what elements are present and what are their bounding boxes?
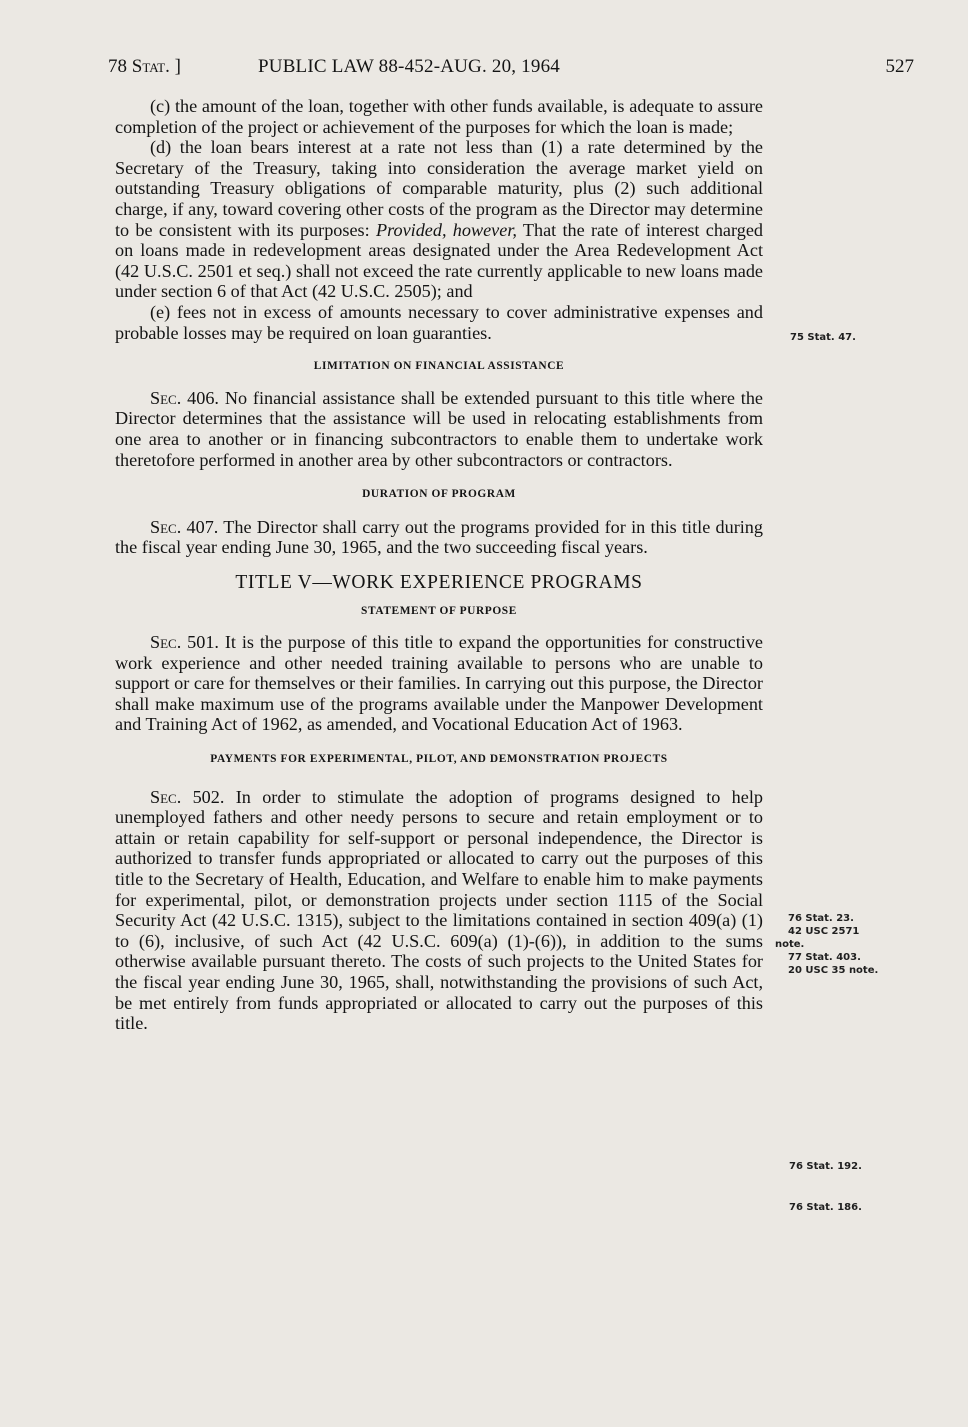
section-407-text: The Director shall carry out the programs provided for in this title during the fiscal year ending June 30, 1965, and the two succeeding fiscal years. <box>115 516 763 558</box>
margin-note-line: 77 Stat. 403. <box>788 952 861 963</box>
paragraph-e: (e) fees not in excess of amounts necessary to cover administrative expenses and probable losses may be required on loan guaranties. <box>115 301 763 343</box>
margin-note-line: 76 Stat. 23. <box>788 913 854 924</box>
title-v: TITLE V—WORK EXPERIENCE PROGRAMS <box>235 571 643 593</box>
section-406-text: No financial assistance shall be extended pursuant to this title where the Director determines that the assistance will be used in relocating establishments from one area to another or in financing subcontractors to enable them to undertake work theretofore performed in another area by other subcontractors or contractors. <box>115 387 763 470</box>
margin-note-75-stat-47: 75 Stat. 47. <box>790 332 856 343</box>
paragraph-d-part2: That the rate of interest charged on loans made in redevelopment areas designated under the Area Redevelopment Act (42 U.S.C. 2501 et seq.) shall not exceed the rate currently applicable to new loans made under section 6 of that Act (42 U.S.C. 2505); and <box>115 219 763 302</box>
paragraph-c: (c) the amount of the loan, together with other funds available, is adequate to assure completion of the project or achievement of the purposes for which the loan is made; <box>115 96 763 137</box>
section-502-label: Sec. 502. <box>150 786 225 807</box>
margin-note-citations <box>775 912 879 977</box>
header-volume: 78 Stat. ] <box>108 56 181 77</box>
page-body <box>115 96 763 1034</box>
margin-note-76-stat-186: 76 Stat. 186. <box>789 1202 862 1213</box>
heading-limitation: LIMITATION ON FINANCIAL ASSISTANCE <box>313 360 565 373</box>
page-header <box>108 56 914 84</box>
section-406 <box>115 388 763 470</box>
section-407 <box>115 517 763 558</box>
header-page-number: 527 <box>885 56 914 77</box>
heading-statement: STATEMENT OF PURPOSE <box>361 605 517 618</box>
section-502-text: In order to stimulate the adoption of programs designed to help unemployed fathers and other needy persons to secure and retain employment or to attain or retain capability for self-support or personal independence, the Director is authorized to transfer funds appropriated or allocated to carry out the purposes of this title to the Secretary of Health, Education, and Welfare to enable him to make payments for experimental, pilot, or demonstration projects under section 1115 of the Social Security Act (42 U.S.C. 1315), subject to the limitations contained in section 409(a) (1) to (6), inclusive, of such Act (42 U.S.C. 609(a) (1)-(6)), in addition to the sums otherwise available pursuant thereto. The costs of such projects to the United States for the fiscal year ending June 30, 1965, shall, notwithstanding the provisions of such Act, be met entirely from funds appropriated or allocated to carry out the purposes of this title. <box>115 786 763 1034</box>
section-501 <box>115 632 763 735</box>
section-406-label: Sec. 406. <box>150 387 219 408</box>
margin-note-line: 20 USC 35 note. <box>788 965 879 976</box>
heading-payments: PAYMENTS FOR EXPERIMENTAL, PILOT, AND DEMONSTRATION PROJECTS <box>210 753 668 766</box>
section-501-label: Sec. 501. <box>150 632 219 653</box>
margin-note-line: 42 USC 2571 <box>788 926 860 937</box>
paragraph-d-part1: (d) the loan bears interest at a rate not less than (1) a rate determined by the Secretary of the Treasury, taking into consideration the average market yield on outstanding Treasury obligations of comparable maturity, plus (2) such additional charge, if any, toward covering other costs of the program as the Director may determine to be consistent with its purposes: <box>115 137 763 240</box>
section-407-label: Sec. 407. <box>150 516 219 537</box>
paragraph-d-provided: Provided, however, <box>375 219 517 240</box>
paragraph-d <box>115 137 763 302</box>
margin-note-line: note. <box>775 939 805 950</box>
heading-duration: DURATION OF PROGRAM <box>362 488 516 501</box>
section-502 <box>115 787 763 1034</box>
section-501-text: It is the purpose of this title to expand the opportunities for constructive work experience and other needed training available to persons who are unable to support or care for themselves or their families. In carrying out this purpose, the Director shall make maximum use of the programs available under the Manpower Development and Training Act of 1962, as amended, and Vocational Education Act of 1963. <box>115 632 764 735</box>
header-law-title: PUBLIC LAW 88-452-AUG. 20, 1964 <box>258 56 560 77</box>
margin-note-76-stat-192: 76 Stat. 192. <box>789 1161 862 1172</box>
